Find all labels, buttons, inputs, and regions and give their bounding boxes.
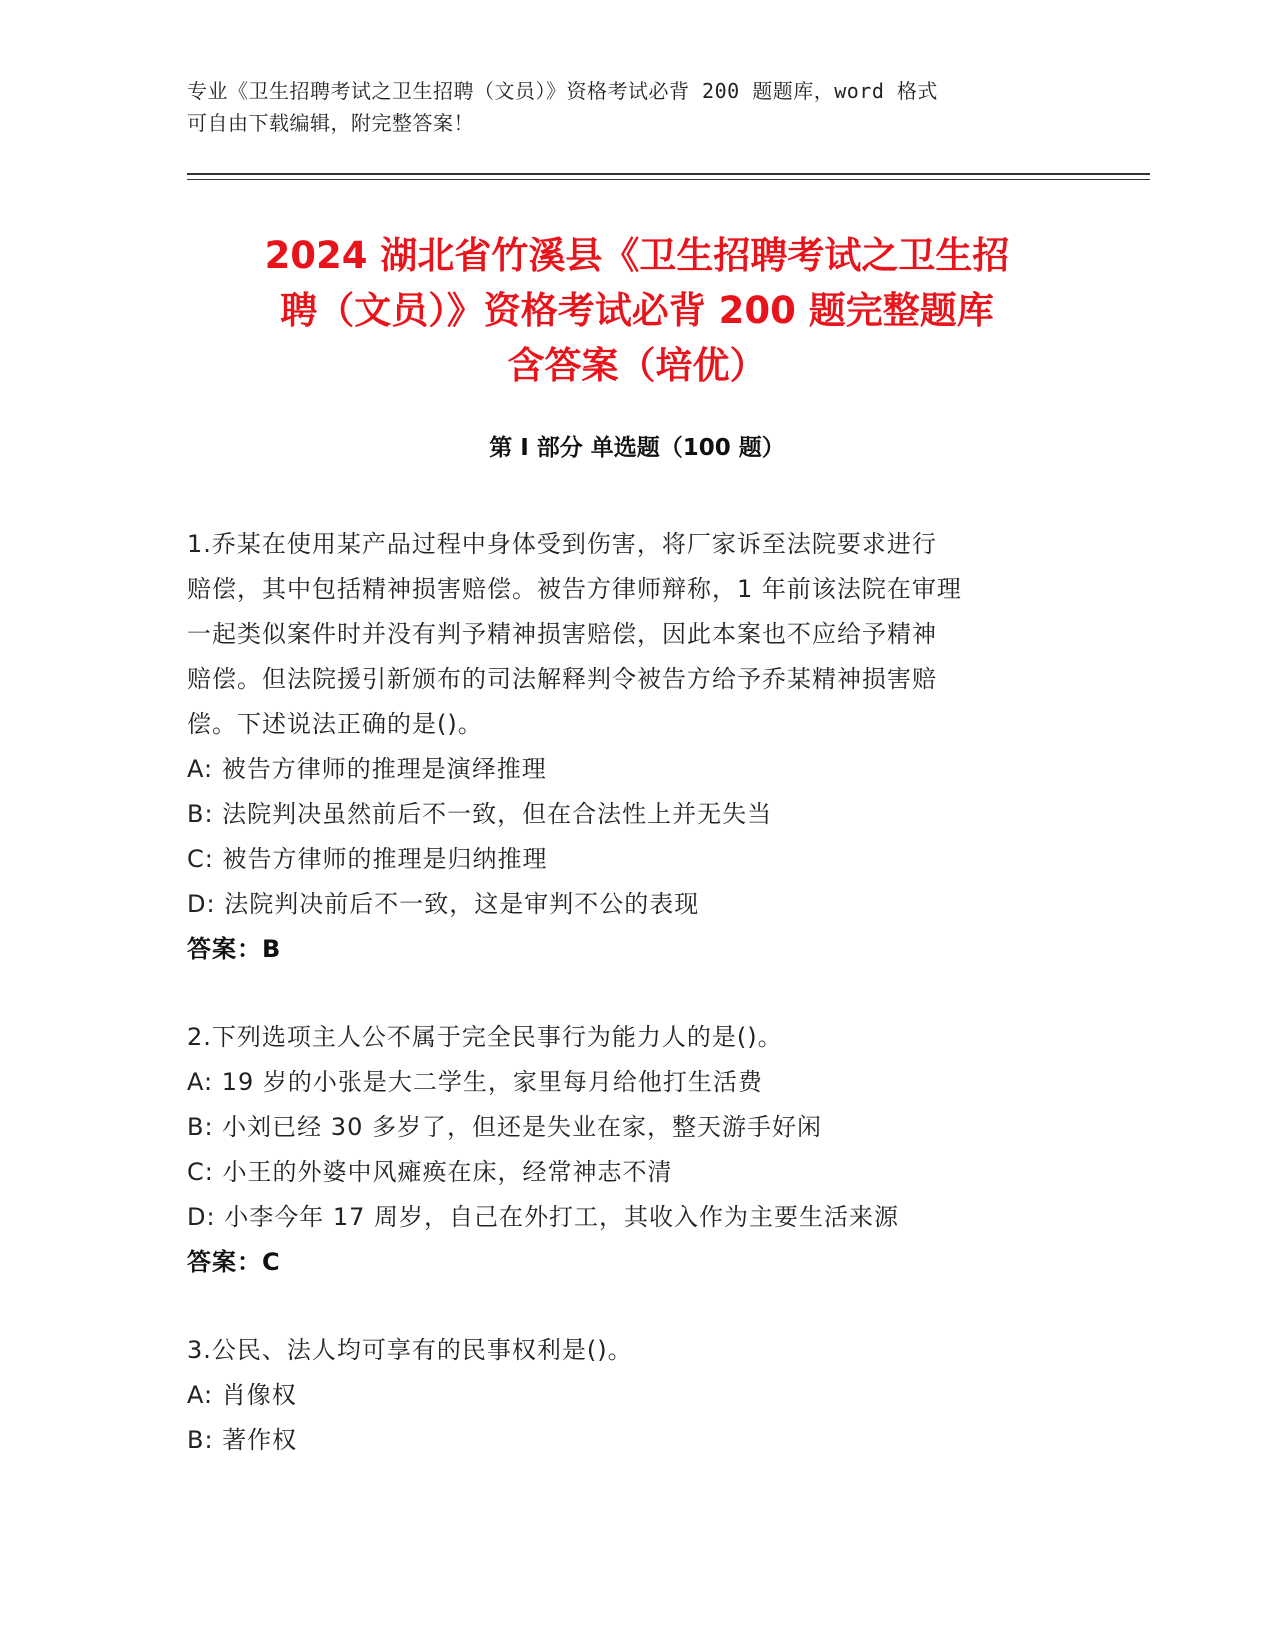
question-text: 赔偿，其中包括精神损害赔偿。被告方律师辩称，1 年前该法院在审理 [187, 575, 962, 603]
question-1 [187, 522, 1087, 972]
question-text: 偿。下述说法正确的是()。 [187, 710, 483, 738]
header-note-line: 专业《卫生招聘考试之卫生招聘（文员）》资格考试必背 200 题题库，word 格式 [187, 79, 938, 103]
option-b: B: 著作权 [187, 1426, 298, 1454]
header-divider-thin [187, 179, 1150, 180]
question-text: 2.下列选项主人公不属于完全民事行为能力人的是()。 [187, 1023, 783, 1051]
option-b: B: 小刘已经 30 多岁了，但还是失业在家，整天游手好闲 [187, 1113, 822, 1141]
option-a: A: 19 岁的小张是大二学生，家里每月给他打生活费 [187, 1068, 763, 1096]
section-heading: 第 I 部分 单选题（100 题） [489, 435, 785, 461]
title-line: 聘（文员）》资格考试必背 200 题完整题库 [280, 289, 994, 332]
title-line: 含答案（培优） [507, 344, 767, 387]
question-text: 3.公民、法人均可享有的民事权利是()。 [187, 1336, 633, 1364]
question-3 [187, 1328, 1087, 1463]
question-text: 1.乔某在使用某产品过程中身体受到伤害，将厂家诉至法院要求进行 [187, 530, 937, 558]
option-d: D: 小李今年 17 周岁，自己在外打工，其收入作为主要生活来源 [187, 1203, 899, 1231]
question-2 [187, 1015, 1087, 1285]
question-text: 赔偿。但法院援引新颁布的司法解释判令被告方给予乔某精神损害赔 [187, 665, 937, 693]
question-text: 一起类似案件时并没有判予精神损害赔偿，因此本案也不应给予精神 [187, 620, 937, 648]
option-a: A: 肖像权 [187, 1381, 297, 1409]
answer: 答案：C [187, 1248, 281, 1276]
header-note [187, 75, 1087, 139]
header-divider [187, 173, 1150, 175]
question-list [187, 522, 1087, 1506]
answer: 答案：B [187, 935, 282, 963]
option-a: A: 被告方律师的推理是演绎推理 [187, 755, 547, 783]
document-title [187, 228, 1087, 393]
option-c: C: 被告方律师的推理是归纳推理 [187, 845, 548, 873]
option-b: B: 法院判决虽然前后不一致，但在合法性上并无失当 [187, 800, 773, 828]
option-d: D: 法院判决前后不一致，这是审判不公的表现 [187, 890, 700, 918]
title-line: 2024 湖北省竹溪县《卫生招聘考试之卫生招 [264, 234, 1010, 277]
option-c: C: 小王的外婆中风瘫痪在床，经常神志不清 [187, 1158, 673, 1186]
header-note-line: 可自由下载编辑，附完整答案！ [187, 111, 474, 135]
